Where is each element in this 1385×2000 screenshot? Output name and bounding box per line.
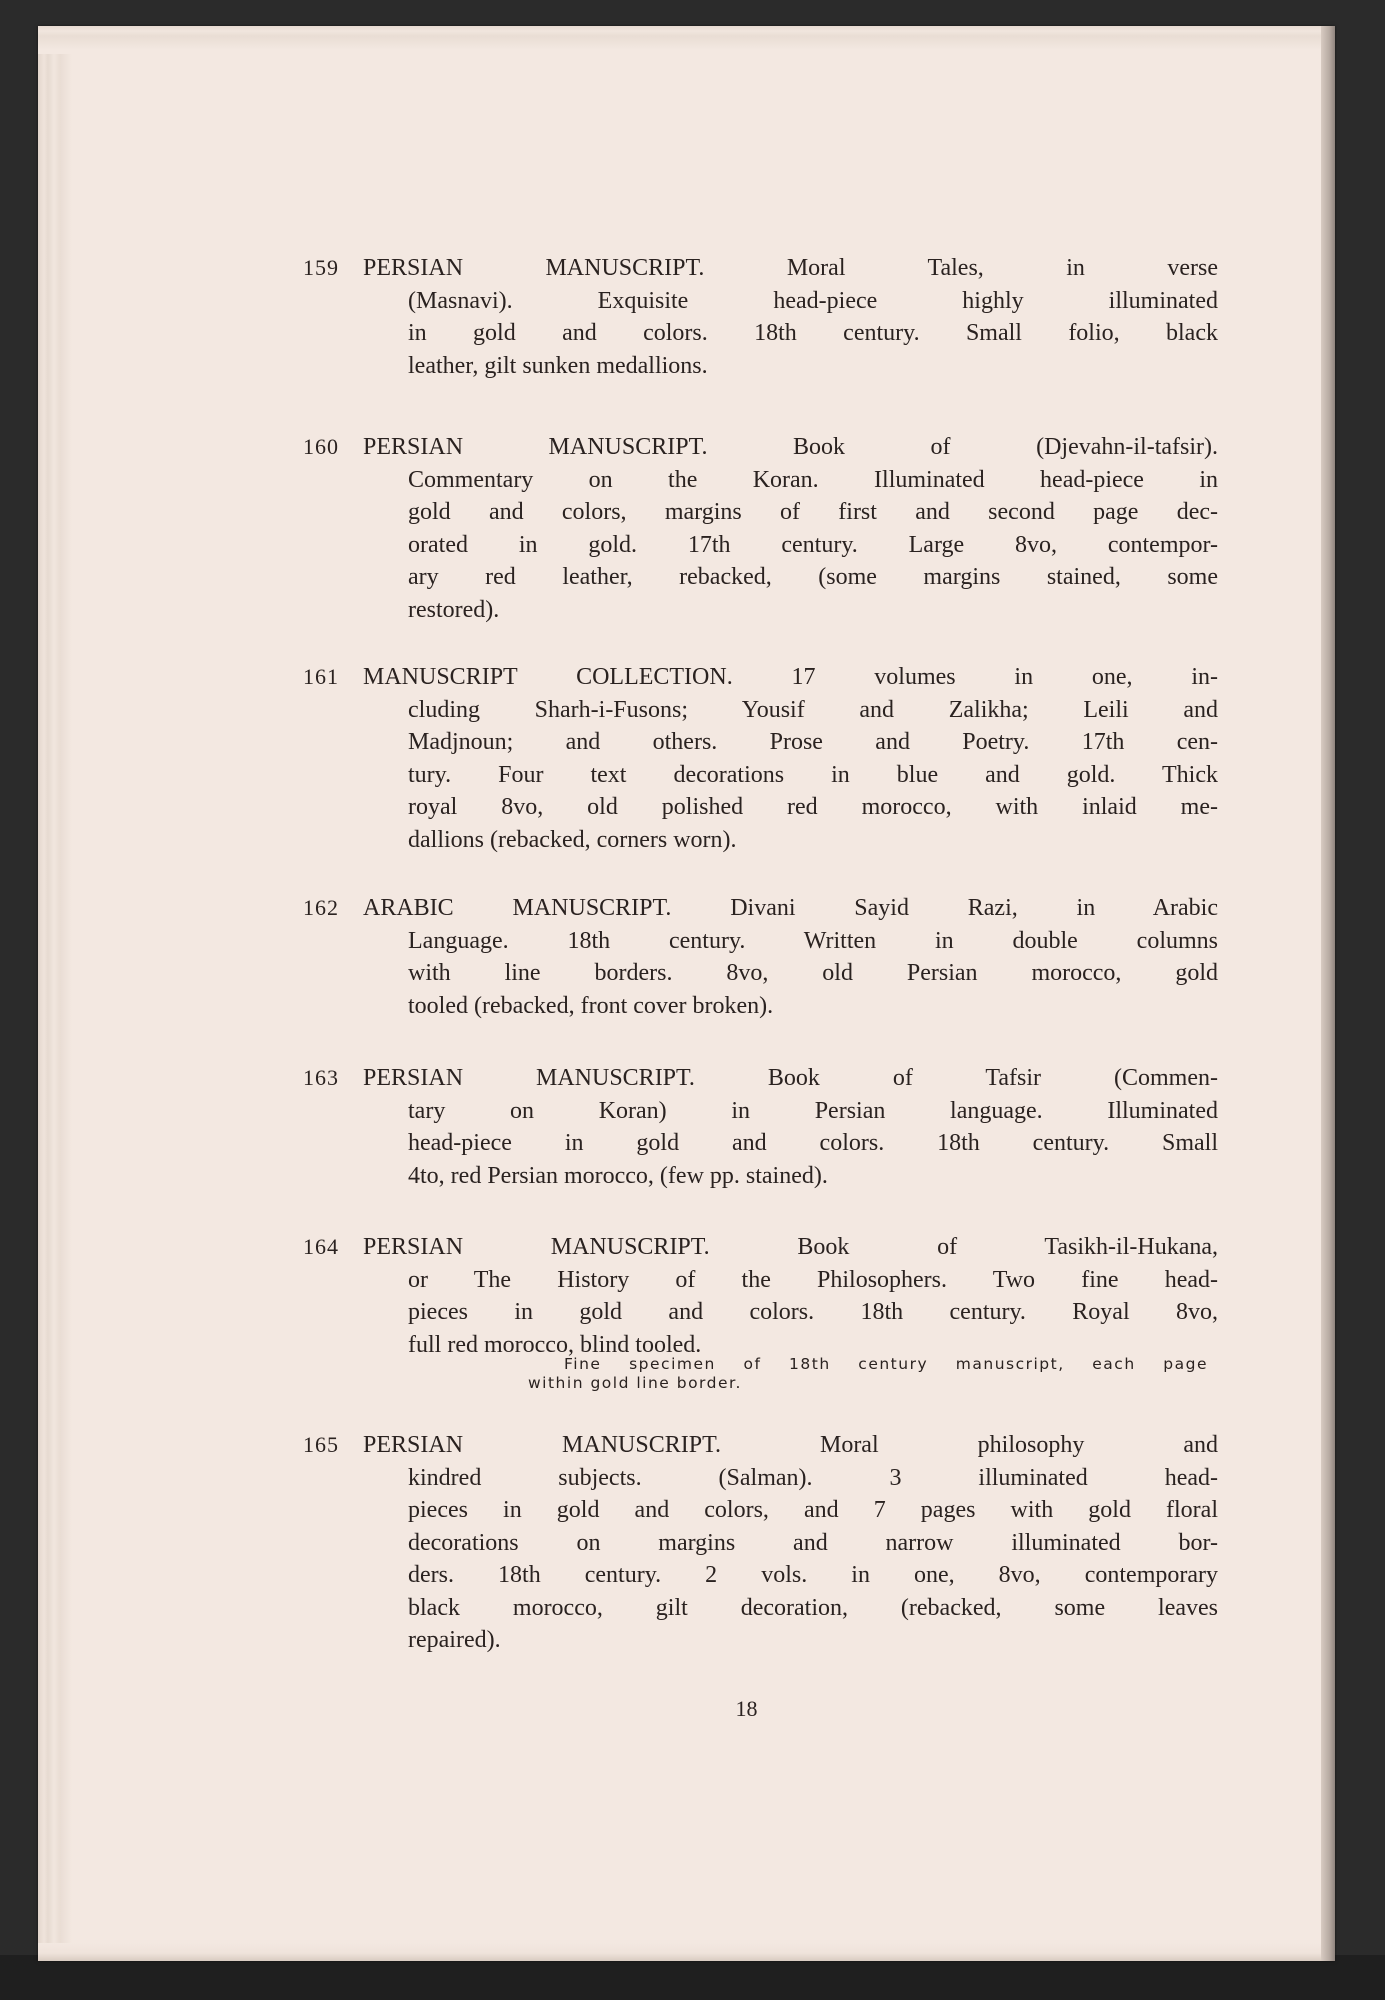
entry-line: ARABIC MANUSCRIPT. Divani Sayid Razi, in Arabic: [363, 895, 1218, 921]
catalogue-entry: [303, 892, 1218, 1022]
entry-line: Madjnoun; and others. Prose and Poetry. 17th cen-: [408, 729, 1218, 755]
entry-line: black morocco, gilt decoration, (rebacked, some leaves: [408, 1594, 1218, 1621]
entry-line: pieces in gold and colors, and 7 pages with gold floral: [408, 1497, 1218, 1523]
entry-line: kindred subjects. (Salman). 3 illuminated head-: [408, 1464, 1218, 1491]
catalogue-entry: [303, 252, 1218, 382]
entry-line: repaired).: [408, 1627, 501, 1653]
page-number: 18: [735, 1696, 758, 1721]
catalogue-entry: [303, 1231, 1218, 1361]
entry-line: PERSIAN MANUSCRIPT. Book of (Djevahn-il-tafsir).: [363, 434, 1218, 460]
catalogue-entry: [303, 661, 1218, 856]
entry-line: in gold and colors. 18th century. Small folio, black: [408, 320, 1218, 346]
entry-note: [528, 1355, 1208, 1393]
lot-number: 165: [303, 1432, 339, 1457]
lot-number: 162: [303, 895, 339, 920]
entry-line: 4to, red Persian morocco, (few pp. stained).: [408, 1162, 828, 1189]
entry-line: dallions (rebacked, corners worn).: [408, 826, 737, 853]
entry-line: PERSIAN MANUSCRIPT. Moral philosophy and: [363, 1432, 1218, 1458]
lot-number: 160: [303, 434, 339, 459]
entry-line: or The History of the Philosophers. Two fine head-: [408, 1266, 1218, 1293]
entry-line: pieces in gold and colors. 18th century. Royal 8vo,: [408, 1299, 1218, 1325]
note-line: Fine specimen of 18th century manuscript, each page: [564, 1355, 1208, 1373]
catalogue-page: [38, 26, 1335, 1961]
page-content: [38, 26, 1335, 1961]
entry-line: ders. 18th century. 2 vols. in one, 8vo, contemporary: [408, 1562, 1218, 1588]
entry-line: tury. Four text decorations in blue and gold. Thick: [408, 761, 1218, 788]
lot-number: 163: [303, 1065, 339, 1090]
entry-line: cluding Sharh-i-Fusons; Yousif and Zalikha; Leili and: [408, 696, 1218, 723]
catalogue-entry: [303, 1429, 1218, 1657]
entry-line: ary red leather, rebacked, (some margins stained, some: [408, 564, 1218, 590]
lot-number: 159: [303, 255, 339, 280]
entry-line: Language. 18th century. Written in double columns: [408, 927, 1218, 954]
lot-number: 164: [303, 1234, 339, 1259]
entry-line: Commentary on the Koran. Illuminated head-piece in: [408, 466, 1218, 493]
entry-line: PERSIAN MANUSCRIPT. Book of Tasikh-il-Hukana,: [363, 1234, 1218, 1260]
entry-line: leather, gilt sunken medallions.: [408, 352, 708, 379]
entry-line: PERSIAN MANUSCRIPT. Book of Tafsir (Commen-: [363, 1065, 1218, 1091]
entry-line: restored).: [408, 596, 500, 623]
entry-line: with line borders. 8vo, old Persian morocco, gold: [408, 960, 1218, 986]
entry-line: PERSIAN MANUSCRIPT. Moral Tales, in verse: [363, 255, 1218, 281]
catalogue-entry: [303, 1062, 1218, 1192]
entry-line: orated in gold. 17th century. Large 8vo, contempor-: [408, 531, 1218, 558]
entry-line: MANUSCRIPT COLLECTION. 17 volumes in one, in-: [363, 664, 1218, 690]
entry-line: head-piece in gold and colors. 18th century. Small: [408, 1130, 1218, 1156]
entry-line: (Masnavi). Exquisite head-piece highly illuminated: [408, 287, 1218, 314]
entry-line: gold and colors, margins of first and second page dec-: [408, 499, 1218, 525]
entry-line: royal 8vo, old polished red morocco, with inlaid me-: [408, 794, 1218, 820]
catalogue-entry: [303, 431, 1218, 626]
entry-line: tooled (rebacked, front cover broken).: [408, 992, 774, 1019]
note-line: within gold line border.: [528, 1374, 742, 1392]
lot-number: 161: [303, 664, 339, 689]
entry-line: full red morocco, blind tooled.: [408, 1331, 702, 1358]
entry-line: decorations on margins and narrow illuminated bor-: [408, 1529, 1218, 1556]
backdrop: [0, 1955, 1385, 2000]
entry-line: tary on Koran) in Persian language. Illuminated: [408, 1097, 1218, 1124]
